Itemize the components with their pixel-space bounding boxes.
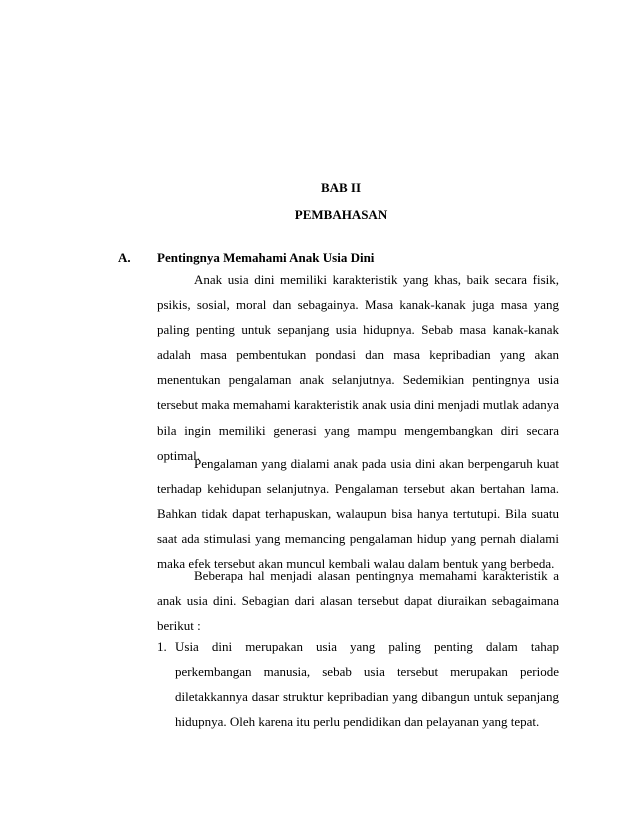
list-item-text: Usia dini merupakan usia yang paling penting dalam tahap perkembangan manusia, sebab usia tersebut merupakan periode diletakkannya dasar struktur kepribadian yang dibangun untuk sepanjang hidupnya. Oleh karena itu perlu pendidikan dan pelayanan yang tepat. (175, 639, 559, 730)
section-letter: A. (118, 250, 131, 265)
section-title: Pentingnya Memahami Anak Usia Dini (157, 250, 375, 265)
chapter-number: BAB II (320, 180, 362, 195)
section-heading (118, 250, 558, 266)
chapter-title: PEMBAHASAN (294, 207, 388, 222)
numbered-list (157, 634, 559, 734)
list-item (157, 634, 559, 734)
paragraph-2: Pengalaman yang dialami anak pada usia dini akan berpengaruh kuat terhadap kehidupan selanjutnya. Pengalaman tersebut akan bertahan lama. Bahkan tidak dapat terhapuskan, walaupun bisa hanya tertutupi. Bila suatu saat ada stimulasi yang memancing pengalaman hidup yang pernah dialami maka efek tersebut akan muncul kembali walau dalam bentuk yang berbeda. (157, 456, 559, 572)
list-item-number: 1. (157, 639, 167, 654)
paragraph-3: Beberapa hal menjadi alasan pentingnya memahami karakteristik a anak usia dini. Sebagian dari alasan tersebut dapat diuraikan sebagaimana berikut : (157, 568, 559, 634)
paragraph-1: Anak usia dini memiliki karakteristik yang khas, baik secara fisik, psikis, sosial, moral dan sebagainya. Masa kanak-kanak juga masa yang paling penting untuk sepanjang usia hidupnya. Sebab masa kanak-kanak adalah masa pembentukan pondasi dan masa kepribadian yang akan menentukan pengalaman anak selanjutnya. Sedemikian pentingnya usia tersebut maka memahami karakteristik anak usia dini menjadi mutlak adanya bila ingin memiliki generasi yang mampu mengembangkan diri secara optimal. (157, 272, 559, 463)
